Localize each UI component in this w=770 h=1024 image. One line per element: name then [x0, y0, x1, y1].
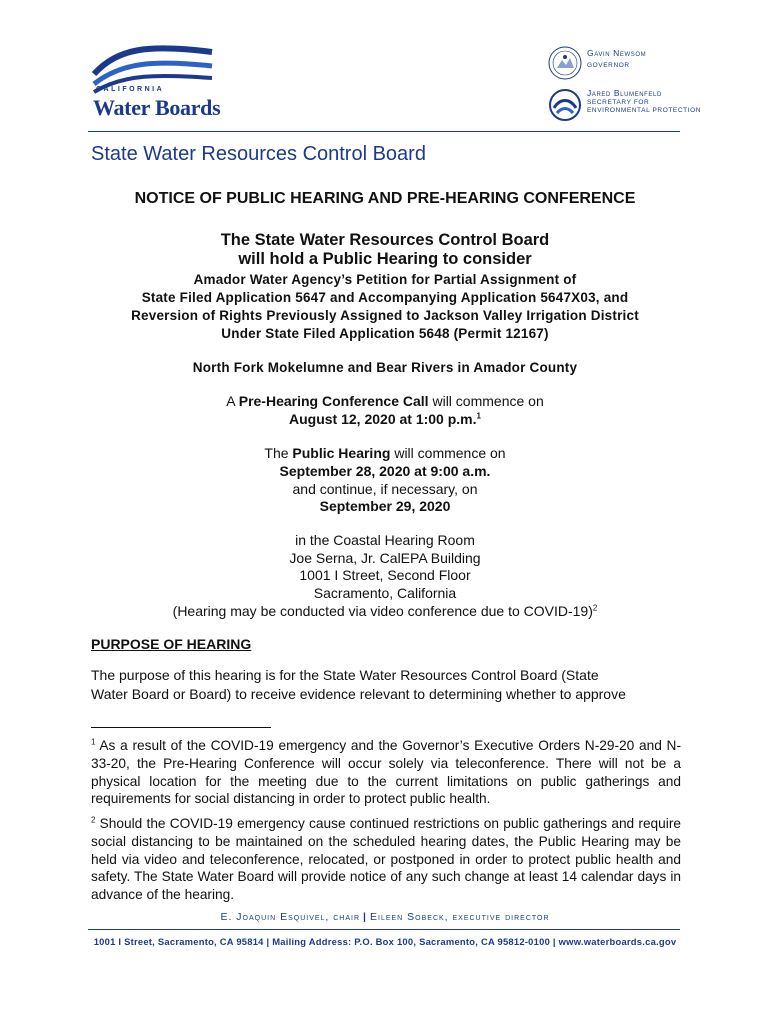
- purpose-text-line: Water Board or Board) to receive evidence relevant to determining whether to approve: [91, 686, 626, 702]
- calepa-logo-icon: [548, 88, 582, 122]
- footnote-text: Should the COVID-19 emergency cause continued restrictions on public gatherings and require social distancing to be maintained on the scheduled hearing dates, the Public Hearing may be held via video and teleconference, relocated, or postponed in order to protect public health and safety. The State Water Board will provide notice of any such change at least 14 calendar days in advance of the hearing.: [91, 816, 681, 903]
- footnote-text: As a result of the COVID-19 emergency and the Governor’s Executive Orders N-29-20 and N-33-20, the Pre-Hearing Conference will occur solely via teleconference. There will not be a physical location for the meeting due to the current limitations on public gatherings and requirements for social distancing in order to protect public health.: [91, 738, 681, 807]
- venue-covid-note: [0, 603, 770, 619]
- public-hearing-date: September 28, 2020 at 9:00 a.m.: [279, 463, 491, 479]
- governor-title: GOVERNOR: [587, 62, 630, 69]
- pre-hearing-date: August 12, 2020 at 1:00 p.m.: [289, 411, 477, 427]
- logo-california-text: CALIFORNIA: [96, 86, 165, 93]
- petition-line: Reversion of Rights Previously Assigned to Jackson Valley Irrigation District: [131, 308, 639, 323]
- footnote-divider: [91, 727, 271, 728]
- public-hearing-line: [0, 445, 770, 461]
- secretary-title-line2: ENVIRONMENTAL PROTECTION: [587, 107, 702, 114]
- venue-covid-text: (Hearing may be conducted via video conference due to COVID-19): [172, 603, 593, 619]
- footer-address: 1001 I Street, Sacramento, CA 95814 | Mailing Address: P.O. Box 100, Sacramento, CA 95812-0100 | www.waterboards.ca.gov: [93, 936, 677, 947]
- footer-divider: [88, 929, 680, 930]
- venue-line: Joe Serna, Jr. CalEPA Building: [289, 550, 481, 566]
- subtitle-line2: will hold a Public Hearing to consider: [238, 250, 532, 268]
- footnote-number: 1: [91, 737, 96, 747]
- pre-hearing-suffix: will commence on: [428, 393, 544, 409]
- location-line: North Fork Mokelumne and Bear Rivers in Amador County: [192, 360, 578, 375]
- pre-hearing-label: Pre-Hearing Conference Call: [238, 393, 429, 409]
- pre-hearing-line: [0, 393, 770, 409]
- venue-line: in the Coastal Hearing Room: [295, 532, 475, 548]
- footer-officials: [0, 911, 770, 923]
- header-divider: [88, 131, 680, 132]
- footer-director: Eileen Sobeck, executive director: [370, 911, 550, 923]
- california-state-seal-icon: [548, 46, 582, 80]
- petition-line: Under State Filed Application 5648 (Permit 12167): [221, 326, 549, 341]
- board-name-heading: State Water Resources Control Board: [91, 143, 426, 165]
- venue-line: Sacramento, California: [313, 585, 457, 601]
- public-hearing-label: Public Hearing: [292, 445, 391, 461]
- logo-water-boards-text: Water Boards: [93, 95, 221, 120]
- public-hearing-continue-date: September 29, 2020: [319, 498, 451, 514]
- footnote-1: [91, 737, 681, 808]
- secretary-name: Jared Blumenfeld: [587, 88, 662, 98]
- pre-hearing-date-line: [0, 411, 770, 427]
- purpose-text-line: The purpose of this hearing is for the State Water Resources Control Board (State: [91, 667, 599, 683]
- public-hearing-prefix: The: [264, 445, 293, 461]
- secretary-title-line1: SECRETARY FOR: [587, 99, 650, 106]
- footer-chair: E. Joaquin Esquivel, chair: [220, 911, 361, 923]
- footnote-number: 2: [91, 815, 96, 825]
- pre-hearing-prefix: A: [226, 393, 239, 409]
- footnote-2: [91, 815, 681, 904]
- public-hearing-continue: and continue, if necessary, on: [292, 481, 478, 497]
- subtitle-line1: The State Water Resources Control Board: [220, 231, 550, 249]
- footer-separator: |: [363, 911, 367, 923]
- footnote-ref-1: 1: [476, 411, 481, 421]
- governor-name: Gavin Newsom: [587, 48, 647, 58]
- venue-line: 1001 I Street, Second Floor: [299, 567, 471, 583]
- notice-title: NOTICE OF PUBLIC HEARING AND PRE-HEARING CONFERENCE: [134, 190, 636, 207]
- public-hearing-suffix: will commence on: [390, 445, 506, 461]
- petition-line: State Filed Application 5647 and Accompanying Application 5647X03, and: [141, 290, 629, 305]
- petition-line: Amador Water Agency’s Petition for Partial Assignment of: [193, 272, 577, 287]
- purpose-heading: PURPOSE OF HEARING: [91, 636, 252, 652]
- footnote-ref-2: 2: [592, 603, 598, 613]
